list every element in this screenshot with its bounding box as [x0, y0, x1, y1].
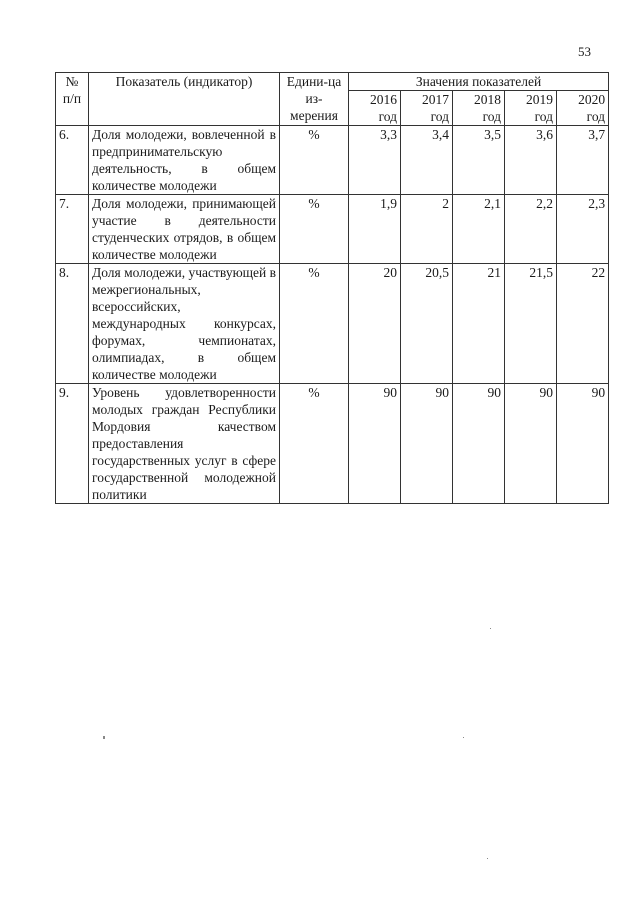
row-value-2018: 2,1: [453, 195, 505, 264]
year-suffix: год: [430, 109, 449, 124]
year-suffix: год: [534, 109, 553, 124]
row-value-2016: 1,9: [349, 195, 401, 264]
header-year-2016: [349, 91, 401, 126]
row-value-2018: 3,5: [453, 126, 505, 195]
row-indicator: Доля молодежи, принимающей участие в деятельности студенческих отрядов, в общем количестве молодежи: [89, 195, 280, 264]
row-value-2019: 21,5: [505, 264, 557, 384]
row-number: 8.: [56, 264, 89, 384]
table-row: [56, 126, 609, 195]
year-label: 2017: [422, 92, 449, 107]
row-value-2016: 3,3: [349, 126, 401, 195]
row-unit: %: [280, 126, 349, 195]
table-row: [56, 264, 609, 384]
header-num: № п/п: [56, 73, 89, 126]
row-value-2018: 21: [453, 264, 505, 384]
header-unit: Едини-ца из-мерения: [280, 73, 349, 126]
row-value-2020: 90: [557, 384, 609, 504]
row-number: 9.: [56, 384, 89, 504]
scan-speck: [487, 858, 488, 859]
scan-speck: [463, 737, 464, 738]
row-value-2019: 90: [505, 384, 557, 504]
row-value-2020: 2,3: [557, 195, 609, 264]
table-row: [56, 195, 609, 264]
row-value-2019: 2,2: [505, 195, 557, 264]
row-value-2019: 3,6: [505, 126, 557, 195]
row-unit: %: [280, 264, 349, 384]
header-values-group: Значения показателей: [349, 73, 609, 91]
row-value-2017: 90: [401, 384, 453, 504]
row-value-2017: 20,5: [401, 264, 453, 384]
year-label: 2019: [526, 92, 553, 107]
year-suffix: год: [482, 109, 501, 124]
header-year-2020: [557, 91, 609, 126]
row-unit: %: [280, 195, 349, 264]
year-label: 2018: [474, 92, 501, 107]
header-year-2019: [505, 91, 557, 126]
header-year-2018: [453, 91, 505, 126]
header-row-top: [56, 73, 609, 91]
row-indicator: Доля молодежи, вовлеченной в предпринимательскую деятельность, в общем количестве молодежи: [89, 126, 280, 195]
table-row: [56, 384, 609, 504]
row-value-2016: 20: [349, 264, 401, 384]
scan-speck: [103, 736, 105, 739]
year-label: 2016: [370, 92, 397, 107]
page-number: 53: [578, 44, 591, 59]
year-suffix: год: [378, 109, 397, 124]
row-value-2017: 3,4: [401, 126, 453, 195]
row-value-2020: 3,7: [557, 126, 609, 195]
row-indicator: Доля молодежи, участвующей в межрегиональных, всероссийских, международных конкурсах, форумах, чемпионатах, олимпиадах, в общем количестве молодежи: [89, 264, 280, 384]
year-suffix: год: [586, 109, 606, 124]
row-value-2016: 90: [349, 384, 401, 504]
row-value-2020: 22: [557, 264, 609, 384]
row-unit: %: [280, 384, 349, 504]
row-value-2018: 90: [453, 384, 505, 504]
row-value-2017: 2: [401, 195, 453, 264]
row-number: 6.: [56, 126, 89, 195]
header-year-2017: [401, 91, 453, 126]
year-label: 2020: [578, 92, 606, 107]
row-number: 7.: [56, 195, 89, 264]
row-indicator: Уровень удовлетворенности молодых граждан Республики Мордовия качеством предоставления государственных услуг в сфере государственной молодежной политики: [89, 384, 280, 504]
header-indicator: Показатель (индикатор): [89, 73, 280, 126]
scan-speck: [490, 628, 491, 629]
indicators-table: [55, 72, 609, 504]
